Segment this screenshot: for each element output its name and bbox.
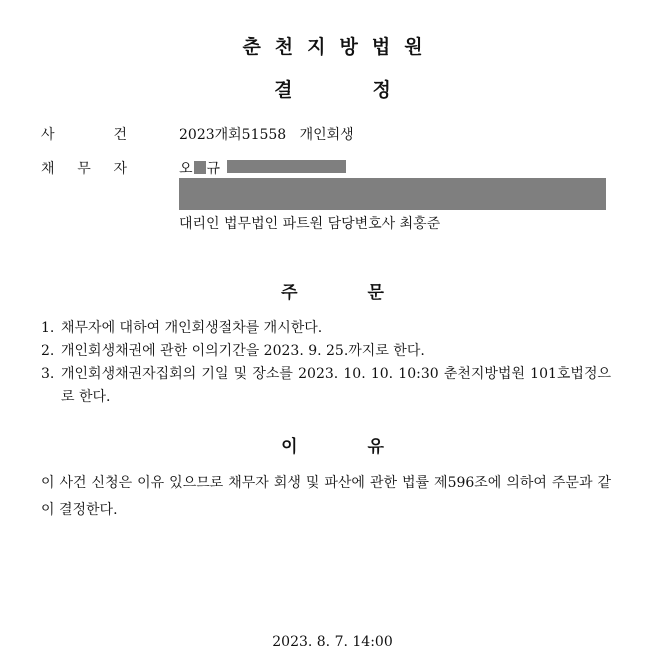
order-item-text: 개인회생채권에 관한 이의기간을 2023. 9. 25.까지로 한다. <box>61 343 425 359</box>
reason-text: 이 사건 신청은 이유 있으므로 채무자 회생 및 파산에 관한 법률 제596조에 의하여 주문과 같이 결정한다. <box>41 475 611 518</box>
reason-heading: 이유 <box>281 437 454 457</box>
order-item-number: 3. <box>41 366 55 382</box>
order-item <box>41 363 611 409</box>
debtor-name-first: 오 <box>179 161 193 177</box>
order-item-text: 채무자에 대하여 개인회생절차를 개시한다. <box>61 320 323 336</box>
debtor-name-last: 규 <box>206 161 221 177</box>
decision-date: 2023. 8. 7. 14:00 <box>272 634 393 650</box>
debtor-label-char: 채 <box>41 161 55 177</box>
representative: 대리인 법무법인 파트원 담당변호사 최홍준 <box>179 216 441 232</box>
order-item-number: 1. <box>41 320 55 336</box>
order-item-number: 2. <box>41 343 55 359</box>
order-item <box>41 340 611 363</box>
document-type-title: 결정 <box>274 79 471 101</box>
id-redaction <box>227 160 346 173</box>
case-label <box>41 124 127 144</box>
order-item <box>41 317 611 340</box>
debtor-label <box>41 158 127 178</box>
debtor-name <box>179 158 220 178</box>
case-label-char: 건 <box>113 127 127 143</box>
order-item-text: 개인회생채권자집회의 기일 및 장소를 2023. 10. 10. 10:30 춘천지방법원 101호법정으로 한다. <box>61 366 611 405</box>
order-heading: 주문 <box>281 283 454 303</box>
debtor-label-char: 무 <box>77 161 91 177</box>
case-label-char: 사 <box>41 127 55 143</box>
debtor-label-char: 자 <box>113 161 127 177</box>
case-number: 2023개회51558 개인회생 <box>179 127 354 143</box>
court-name: 춘천지방법원 <box>242 36 437 58</box>
name-redaction <box>194 161 206 174</box>
address-redaction <box>179 178 606 210</box>
